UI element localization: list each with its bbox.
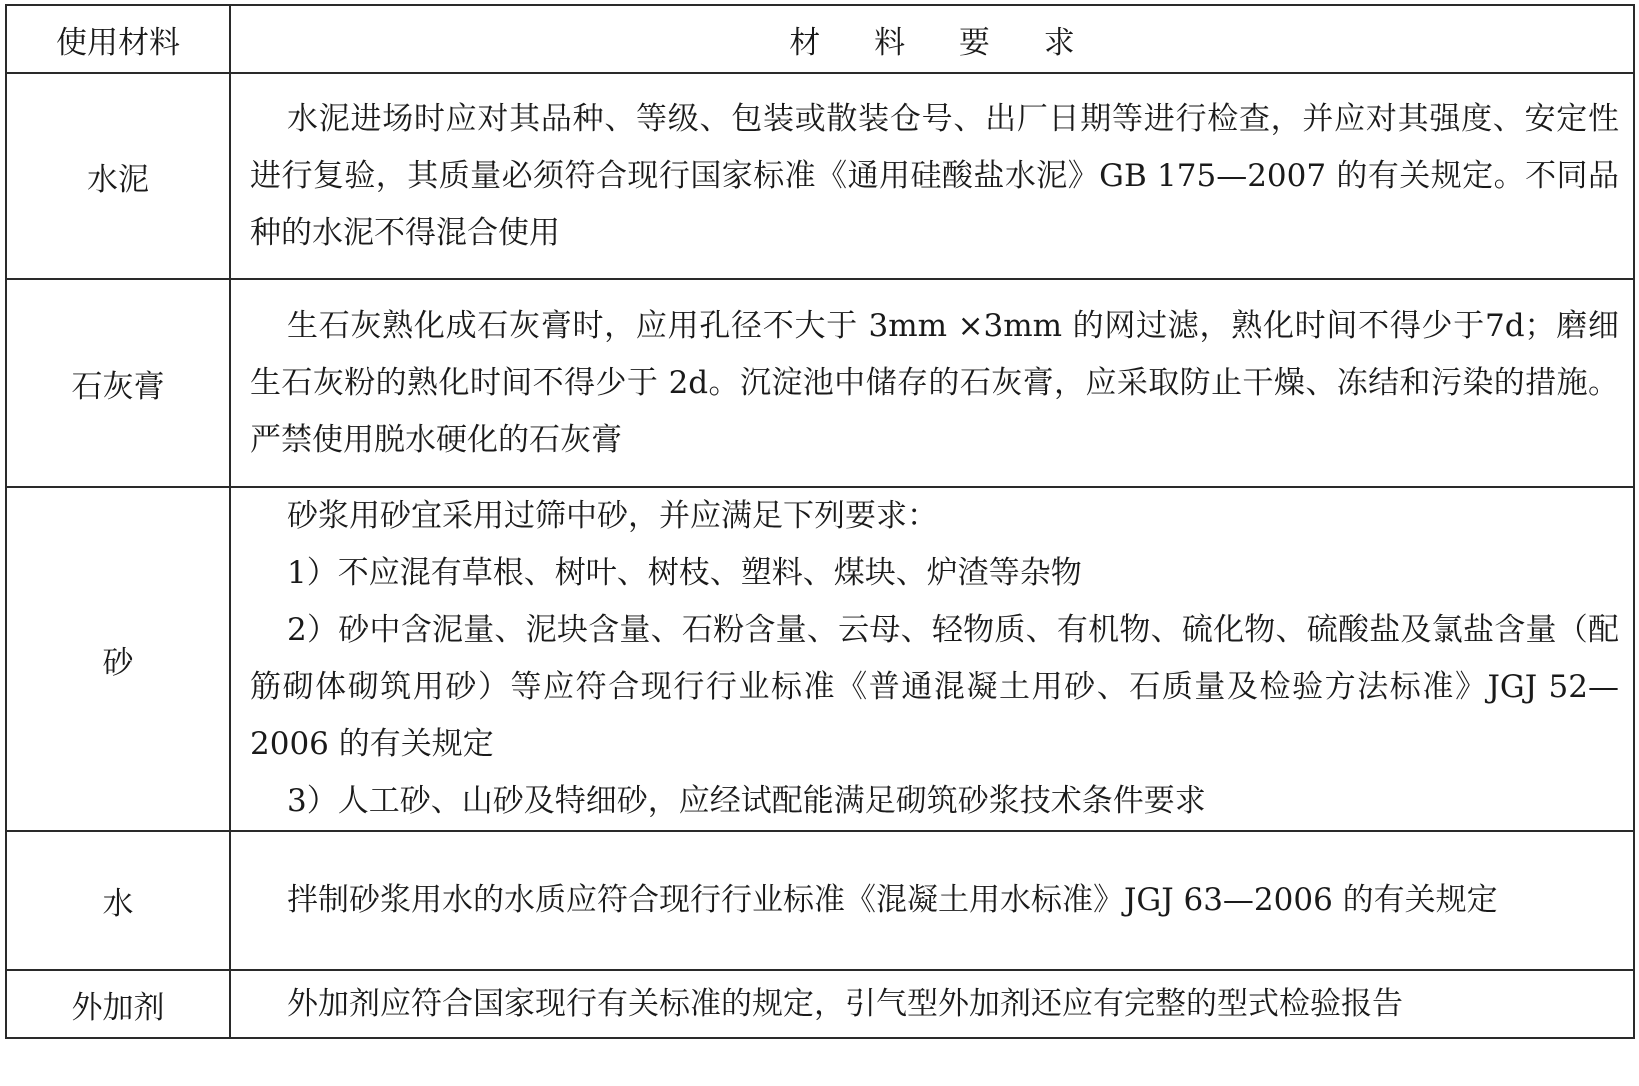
material-name-water: 水 xyxy=(6,831,230,970)
requirement-cell-admixture xyxy=(230,970,1634,1038)
requirement-cell-water xyxy=(230,831,1634,970)
header-requirement: 材 料 要 求 xyxy=(230,5,1634,73)
requirement-paragraph: 生石灰熟化成石灰膏时，应用孔径不大于 3mm ×3mm 的网过滤，熟化时间不得少于7d；磨细生石灰粉的熟化时间不得少于 2d。沉淀池中储存的石灰膏，应采取防止干燥、冻结和污染的措施。严禁使用脱水硬化的石灰膏 xyxy=(250,307,1619,458)
requirement-paragraph: 外加剂应符合国家现行有关标准的规定，引气型外加剂还应有完整的型式检验报告 xyxy=(287,985,1403,1022)
table-row xyxy=(6,279,1634,487)
header-material: 使用材料 xyxy=(6,5,230,73)
material-name-admixture: 外加剂 xyxy=(6,970,230,1038)
requirement-list-item: 1）不应混有草根、树叶、树枝、塑料、煤块、炉渣等杂物 xyxy=(287,555,1082,591)
requirement-cell-sand xyxy=(230,487,1634,831)
requirement-paragraph: 水泥进场时应对其品种、等级、包装或散装仓号、出厂日期等进行检查，并应对其强度、安定性进行复验，其质量必须符合现行国家标准《通用硅酸盐水泥》GB 175—2007 的有关规定。不同品种的水泥不得混合使用 xyxy=(250,100,1619,251)
requirement-cell-lime-putty xyxy=(230,279,1634,487)
requirement-paragraph: 砂浆用砂宜采用过筛中砂，并应满足下列要求： xyxy=(287,498,938,534)
requirement-paragraph: 拌制砂浆用水的水质应符合现行行业标准《混凝土用水标准》JGJ 63—2006 的有关规定 xyxy=(287,882,1498,918)
material-name-sand: 砂 xyxy=(6,487,230,831)
table-row xyxy=(6,831,1634,970)
requirement-list-item: 3）人工砂、山砂及特细砂，应经试配能满足砌筑砂浆技术条件要求 xyxy=(287,783,1206,819)
table-row xyxy=(6,73,1634,279)
table-header-row xyxy=(6,5,1634,73)
requirement-cell-cement xyxy=(230,73,1634,279)
material-name-lime-putty: 石灰膏 xyxy=(6,279,230,487)
table-row xyxy=(6,970,1634,1038)
material-name-cement: 水泥 xyxy=(6,73,230,279)
table-row xyxy=(6,487,1634,831)
material-requirements-table xyxy=(5,4,1635,1039)
requirement-list-item: 2）砂中含泥量、泥块含量、石粉含量、云母、轻物质、有机物、硫化物、硫酸盐及氯盐含量（配筋砌体砌筑用砂）等应符合现行行业标准《普通混凝土用砂、石质量及检验方法标准》JGJ 52—2006 的有关规定 xyxy=(250,612,1619,762)
